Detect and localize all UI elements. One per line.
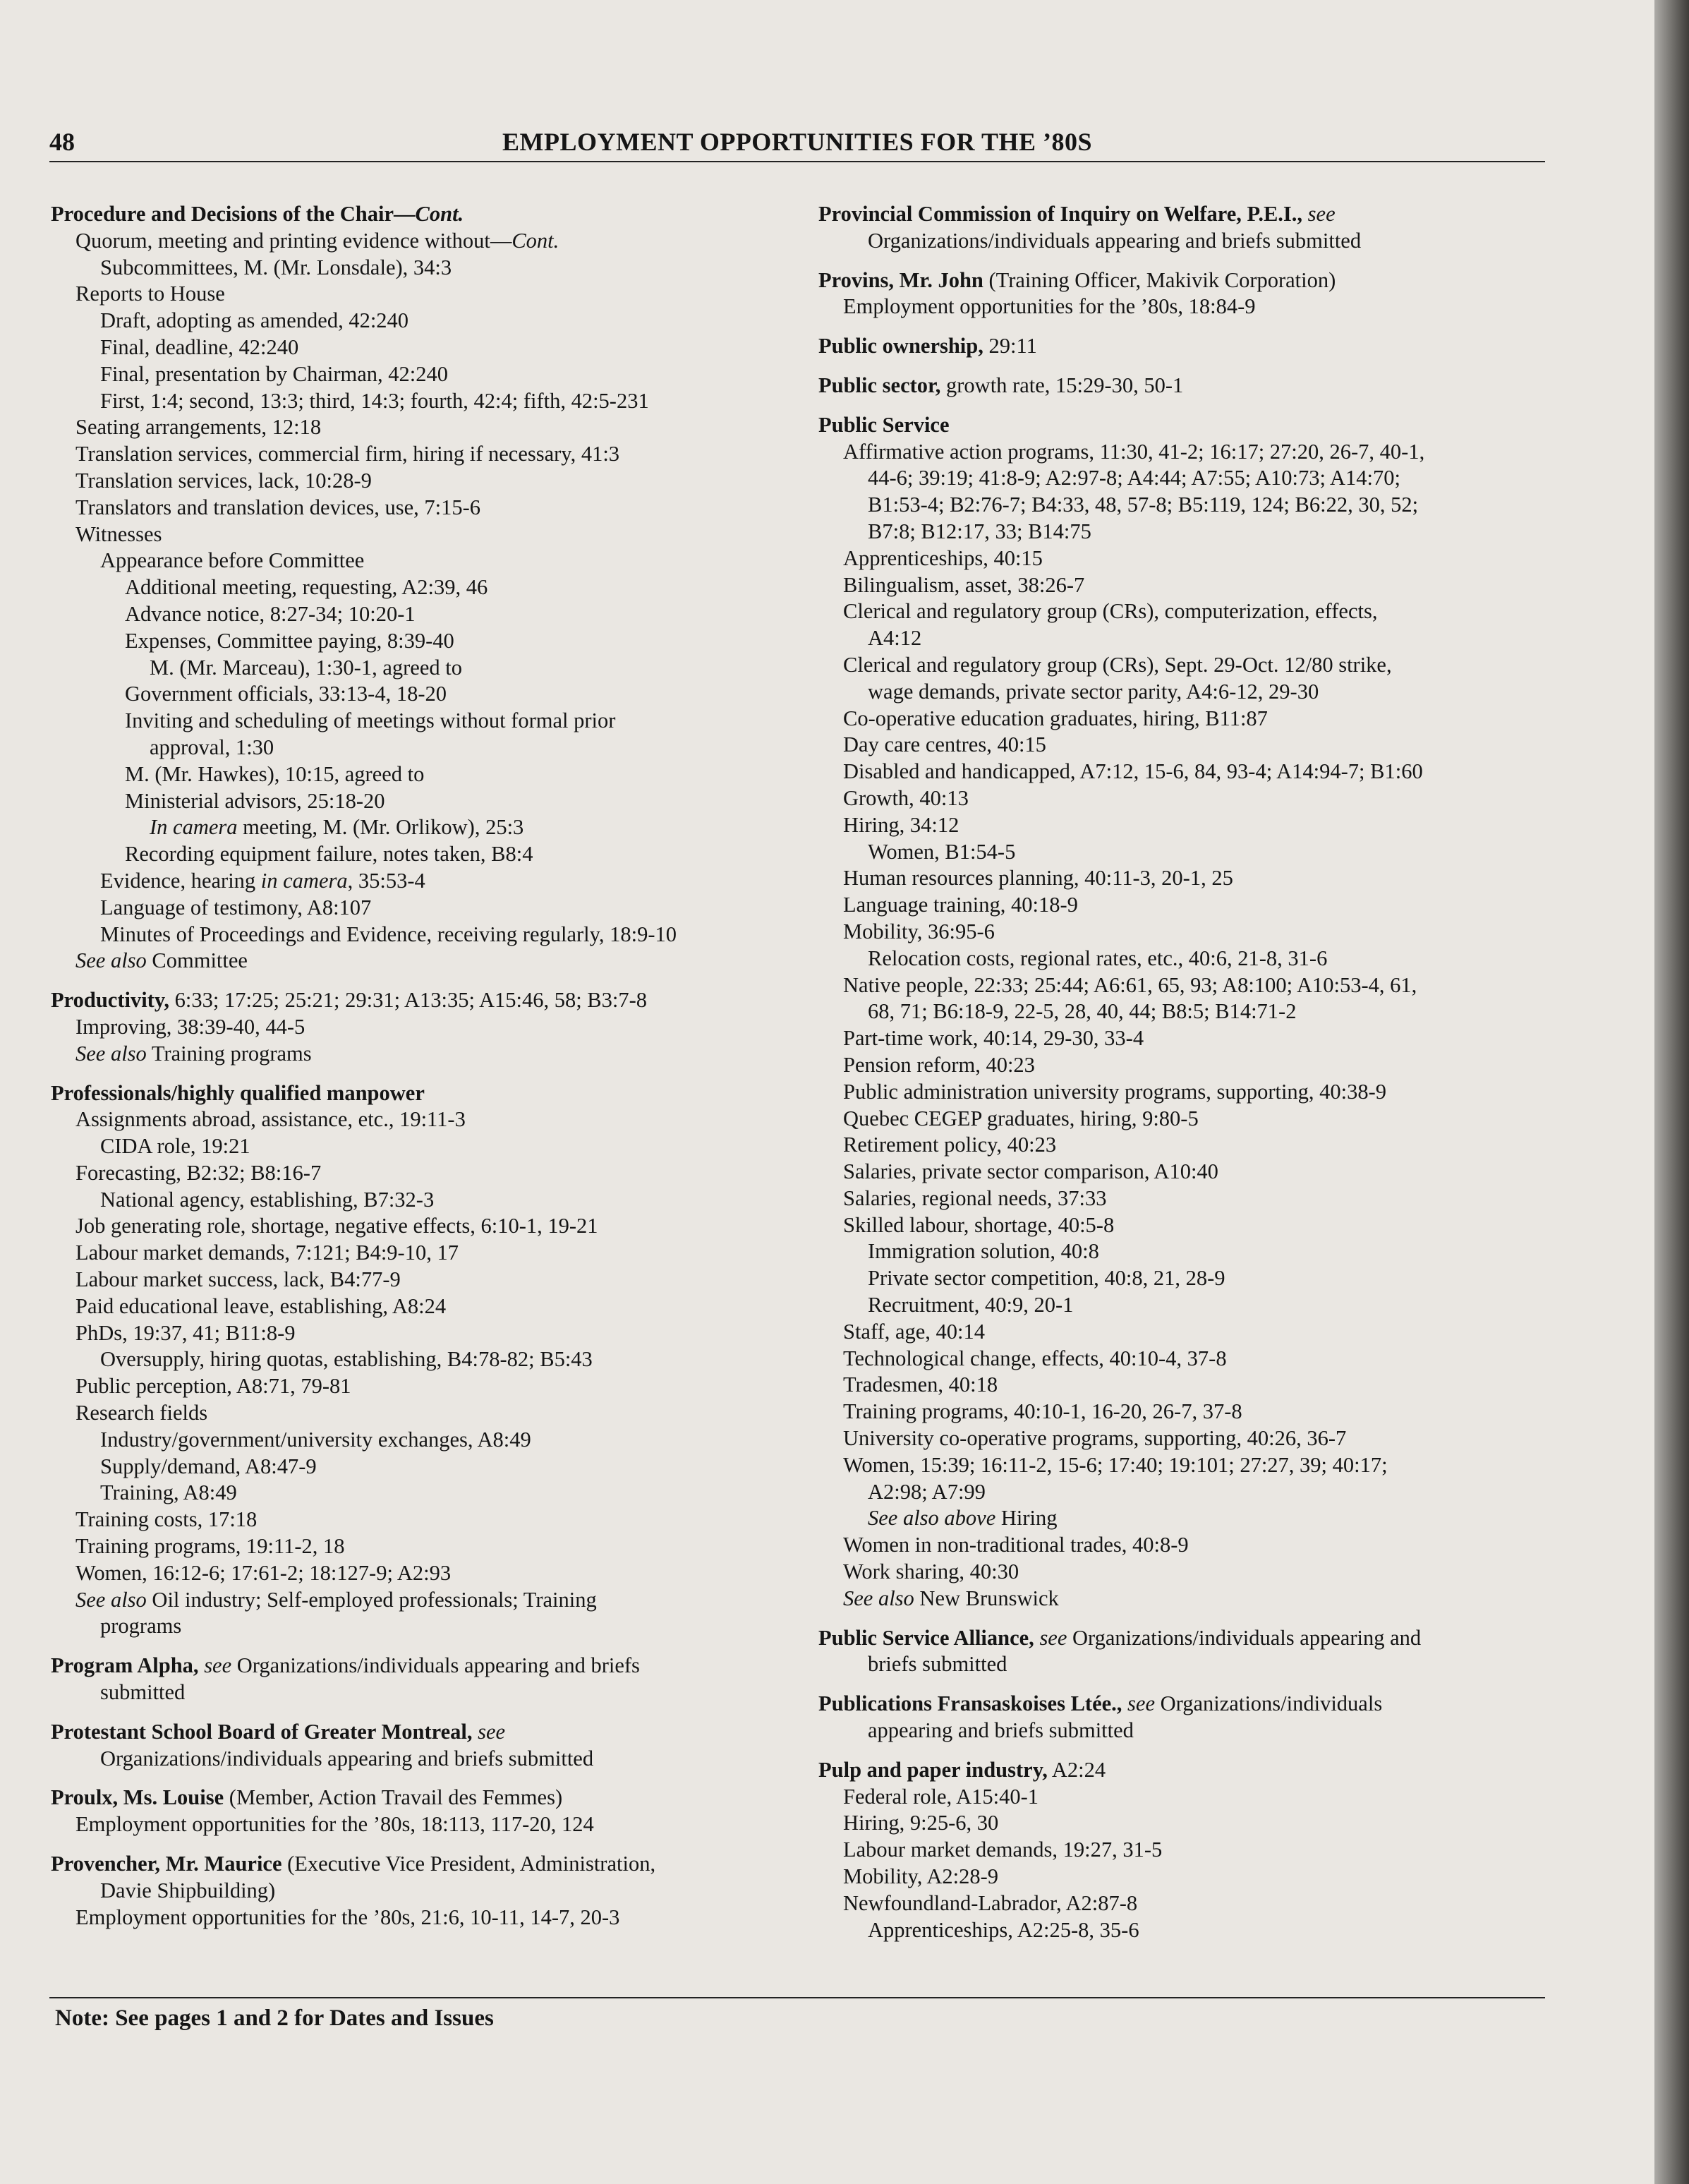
index-line: Organizations/individuals appearing and briefs submitted xyxy=(100,1746,594,1770)
index-line: Technological change, effects, 40:10-4, 37-8 xyxy=(843,1346,1227,1370)
cross-reference: See also above Hiring xyxy=(868,1506,1058,1531)
index-line: B1:53-4; B2:76-7; B4:33, 48, 57-8; B5:119, 124; B6:22, 30, 52; xyxy=(868,493,1419,517)
index-line: Publications Fransaskoises Ltée., see Organizations/individuals xyxy=(818,1691,1383,1716)
index-line: Mobility, A2:28-9 xyxy=(843,1864,999,1889)
index-line: wage demands, private sector parity, A4:6-12, 29-30 xyxy=(868,679,1319,704)
index-line: Work sharing, 40:30 xyxy=(843,1559,1019,1584)
headword: Provincial Commission of Inquiry on Welfare, P.E.I., xyxy=(818,202,1303,226)
index-line: CIDA role, 19:21 xyxy=(100,1134,250,1159)
index-line: Immigration solution, 40:8 xyxy=(868,1239,1099,1264)
index-entry-protestant-school-board xyxy=(51,1719,792,1773)
index-line: First, 1:4; second, 13:3; third, 14:3; fourth, 42:4; fifth, 42:5-231 xyxy=(100,388,649,413)
index-line: Advance notice, 8:27-34; 10:20-1 xyxy=(125,601,416,626)
index-line: Employment opportunities for the ’80s, 21:6, 10-11, 14-7, 20-3 xyxy=(75,1905,620,1929)
index-line xyxy=(51,201,792,228)
index-line: Salaries, regional needs, 37:33 xyxy=(843,1185,1107,1210)
index-line: Hiring, 9:25-6, 30 xyxy=(843,1811,999,1835)
index-line: Disabled and handicapped, A7:12, 15-6, 84, 93-4; A14:94-7; B1:60 xyxy=(843,759,1423,784)
index-line: Provencher, Mr. Maurice (Executive Vice President, Administration, xyxy=(51,1852,656,1876)
index-line: Part-time work, 40:14, 29-30, 33-4 xyxy=(843,1026,1144,1051)
headword: Pulp and paper industry, xyxy=(818,1757,1048,1782)
footer-divider xyxy=(49,1997,1545,1998)
index-line: Provincial Commission of Inquiry on Welfare, P.E.I., see xyxy=(818,202,1336,226)
index-line: Private sector competition, 40:8, 21, 28-9 xyxy=(868,1266,1225,1291)
index-line: Training programs, 40:10-1, 16-20, 26-7, 37-8 xyxy=(843,1399,1242,1424)
index-line: Final, deadline, 42:240 xyxy=(100,334,299,359)
index-entry-public-ownership xyxy=(818,333,1559,360)
index-line: Productivity, 6:33; 17:25; 25:21; 29:31; A13:35; A15:46, 58; B3:7-8 xyxy=(51,988,648,1013)
index-line: Recording equipment failure, notes taken, B8:4 xyxy=(125,842,533,867)
index-line: Public ownership, 29:11 xyxy=(818,334,1037,358)
index-line: Subcommittees, M. (Mr. Lonsdale), 34:3 xyxy=(100,255,452,279)
index-line: Industry/government/university exchanges, A8:49 xyxy=(100,1427,531,1452)
index-line: Hiring, 34:12 xyxy=(843,812,959,837)
index-line: Staff, age, 40:14 xyxy=(843,1319,986,1344)
index-line: Translation services, lack, 10:28-9 xyxy=(75,468,372,493)
index-entry-procedure-and-decisions xyxy=(51,201,792,975)
index-line: Expenses, Committee paying, 8:39-40 xyxy=(125,628,454,653)
index-line: Public administration university programs, supporting, 40:38-9 xyxy=(843,1079,1387,1104)
index-entry-public-service xyxy=(818,412,1559,1612)
index-line: Labour market demands, 19:27, 31-5 xyxy=(843,1838,1163,1862)
index-line: Paid educational leave, establishing, A8:24 xyxy=(75,1293,447,1318)
index-line: Forecasting, B2:32; B8:16-7 xyxy=(75,1160,322,1185)
index-line: Proulx, Ms. Louise (Member, Action Travail des Femmes) xyxy=(51,1785,563,1810)
index-line: Research fields xyxy=(75,1401,208,1425)
index-line: Inviting and scheduling of meetings without formal prior xyxy=(125,708,616,733)
index-line: Training programs, 19:11-2, 18 xyxy=(75,1534,345,1559)
index-line: Program Alpha, see Organizations/individuals appearing and briefs xyxy=(51,1653,640,1678)
headword: Provencher, Mr. Maurice xyxy=(51,1852,282,1876)
index-line: Reports to House xyxy=(75,282,225,306)
index-line: Women, 16:12-6; 17:61-2; 18:127-9; A2:93 xyxy=(75,1560,452,1585)
index-line: Organizations/individuals appearing and briefs submitted xyxy=(868,228,1362,253)
index-entry-productivity xyxy=(51,987,792,1067)
headword: Productivity, xyxy=(51,988,170,1013)
headword: Proulx, Ms. Louise xyxy=(51,1785,224,1810)
headword: Public Service Alliance, xyxy=(818,1625,1034,1650)
index-line: Assignments abroad, assistance, etc., 19:11-3 xyxy=(75,1107,466,1132)
index-line: Clerical and regulatory group (CRs), computerization, effects, xyxy=(843,599,1378,624)
index-line: Pension reform, 40:23 xyxy=(843,1052,1035,1077)
index-line: Recruitment, 40:9, 20-1 xyxy=(868,1293,1074,1317)
index-line: Skilled labour, shortage, 40:5-8 xyxy=(843,1212,1115,1237)
cross-reference: See also Committee xyxy=(75,948,248,973)
index-entry-pulp-and-paper xyxy=(818,1757,1559,1944)
index-entry-program-alpha xyxy=(51,1653,792,1706)
index-line: Public Service Alliance, see Organizations/individuals appearing and xyxy=(818,1625,1422,1650)
index-line: Women in non-traditional trades, 40:8-9 xyxy=(843,1533,1189,1557)
index-line: A4:12 xyxy=(868,626,922,651)
index-line: Employment opportunities for the ’80s, 18:84-9 xyxy=(843,294,1256,319)
headword: Public sector, xyxy=(818,373,941,397)
index-line: Co-operative education graduates, hiring, B11:87 xyxy=(843,706,1268,730)
index-line: Quorum, meeting and printing evidence without—Cont. xyxy=(75,228,559,253)
index-line: Language training, 40:18-9 xyxy=(843,893,1078,917)
index-line: Growth, 40:13 xyxy=(843,785,969,810)
index-line: Bilingualism, asset, 38:26-7 xyxy=(843,572,1085,597)
index-line: 44-6; 39:19; 41:8-9; A2:97-8; A4:44; A7:55; A10:73; A14:70; xyxy=(868,466,1400,490)
index-line: Government officials, 33:13-4, 18-20 xyxy=(125,682,447,706)
headword: Professionals/highly qualified manpower xyxy=(51,1080,425,1105)
index-column-right xyxy=(818,201,1559,1956)
index-entry-provins xyxy=(818,267,1559,321)
index-line: Public sector, growth rate, 15:29-30, 50-1 xyxy=(818,373,1184,397)
index-line: B7:8; B12:17, 33; B14:75 xyxy=(868,519,1091,543)
index-line: Language of testimony, A8:107 xyxy=(100,895,372,919)
index-line: M. (Mr. Hawkes), 10:15, agreed to xyxy=(125,761,425,786)
index-line: 68, 71; B6:18-9, 22-5, 28, 40, 44; B8:5; B14:71-2 xyxy=(868,999,1297,1024)
index-line: Final, presentation by Chairman, 42:240 xyxy=(100,361,449,386)
index-line: Provins, Mr. John (Training Officer, Makivik Corporation) xyxy=(818,267,1336,292)
index-line: Training costs, 17:18 xyxy=(75,1507,258,1532)
index-line: Job generating role, shortage, negative effects, 6:10-1, 19-21 xyxy=(75,1214,598,1238)
index-entry-public-sector xyxy=(818,373,1559,399)
index-line: Translation services, commercial firm, hiring if necessary, 41:3 xyxy=(75,442,620,466)
index-line: Training, A8:49 xyxy=(100,1480,237,1505)
index-line: Apprenticeships, 40:15 xyxy=(843,545,1043,570)
headword: Program Alpha, xyxy=(51,1653,199,1678)
footer-note: Note: See pages 1 and 2 for Dates and Issues xyxy=(55,2005,494,2031)
index-line: Pulp and paper industry, A2:24 xyxy=(818,1757,1106,1782)
index-line: Salaries, private sector comparison, A10:40 xyxy=(843,1159,1218,1184)
index-line: M. (Mr. Marceau), 1:30-1, agreed to xyxy=(150,655,462,680)
continued-mark: Cont. xyxy=(511,228,559,253)
index-line: Draft, adopting as amended, 42:240 xyxy=(100,308,409,333)
index-entry-proulx xyxy=(51,1785,792,1838)
index-line: Labour market demands, 7:121; B4:9-10, 17 xyxy=(75,1241,459,1265)
binding-edge-shadow xyxy=(1654,0,1689,2184)
index-line: Affirmative action programs, 11:30, 41-2; 16:17; 27:20, 26-7, 40-1, xyxy=(843,439,1425,464)
index-line: In camera meeting, M. (Mr. Orlikow), 25:3 xyxy=(150,815,524,840)
index-line: Relocation costs, regional rates, etc., 40:6, 21-8, 31-6 xyxy=(868,946,1328,970)
index-line: Labour market success, lack, B4:77-9 xyxy=(75,1267,401,1292)
running-title: EMPLOYMENT OPPORTUNITIES FOR THE ’80S xyxy=(502,128,1092,156)
headword: Public ownership, xyxy=(818,334,983,358)
index-line: programs xyxy=(100,1614,182,1639)
index-line: A2:98; A7:99 xyxy=(868,1479,986,1504)
index-line: Seating arrangements, 12:18 xyxy=(75,415,322,440)
cross-reference: See also Training programs xyxy=(75,1041,312,1066)
index-line: Protestant School Board of Greater Montreal, see xyxy=(51,1719,506,1744)
index-line: Women, 15:39; 16:11-2, 15-6; 17:40; 19:101; 27:27, 39; 40:17; xyxy=(843,1452,1388,1477)
index-line: appearing and briefs submitted xyxy=(868,1718,1134,1743)
index-line: Clerical and regulatory group (CRs), Sept. 29-Oct. 12/80 strike, xyxy=(843,652,1392,677)
index-line: PhDs, 19:37, 41; B11:8-9 xyxy=(75,1320,296,1345)
headword: Public Service xyxy=(818,412,950,437)
index-line: Witnesses xyxy=(75,521,162,546)
index-line: Appearance before Committee xyxy=(100,548,365,573)
headword: Procedure and Decisions of the Chair— xyxy=(51,202,416,226)
index-line: Employment opportunities for the ’80s, 18:113, 117-20, 124 xyxy=(75,1812,594,1837)
index-line: Ministerial advisors, 25:18-20 xyxy=(125,788,385,813)
index-entry-publications-fransaskoises xyxy=(818,1691,1559,1744)
index-line: submitted xyxy=(100,1680,186,1705)
cross-reference: See also New Brunswick xyxy=(843,1586,1059,1610)
index-line: Minutes of Proceedings and Evidence, receiving regularly, 18:9-10 xyxy=(100,922,677,946)
index-column-left xyxy=(51,201,792,1943)
index-line: Improving, 38:39-40, 44-5 xyxy=(75,1014,305,1039)
index-line: Davie Shipbuilding) xyxy=(100,1878,276,1902)
page-header xyxy=(49,127,1545,162)
index-line: Supply/demand, A8:47-9 xyxy=(100,1454,317,1478)
page-number: 48 xyxy=(49,128,75,156)
headword: Protestant School Board of Greater Montreal, xyxy=(51,1719,473,1744)
index-line: Public perception, A8:71, 79-81 xyxy=(75,1374,351,1399)
continued-mark: Cont. xyxy=(415,202,464,226)
index-line: Evidence, hearing in camera, 35:53-4 xyxy=(100,868,425,893)
index-line: Quebec CEGEP graduates, hiring, 9:80-5 xyxy=(843,1106,1199,1130)
index-line: Translators and translation devices, use, 7:15-6 xyxy=(75,495,481,519)
index-line: Day care centres, 40:15 xyxy=(843,732,1046,757)
index-line: Additional meeting, requesting, A2:39, 46 xyxy=(125,575,488,600)
index-line: Apprenticeships, A2:25-8, 35-6 xyxy=(868,1917,1139,1942)
index-line: Newfoundland-Labrador, A2:87-8 xyxy=(843,1890,1138,1915)
index-line: Women, B1:54-5 xyxy=(868,839,1016,864)
headword: Publications Fransaskoises Ltée., xyxy=(818,1691,1122,1716)
index-line: University co-operative programs, supporting, 40:26, 36-7 xyxy=(843,1426,1347,1451)
index-entry-public-service-alliance xyxy=(818,1625,1559,1679)
index-line: approval, 1:30 xyxy=(150,735,274,759)
index-line: Native people, 22:33; 25:44; A6:61, 65, 93; A8:100; A10:53-4, 61, xyxy=(843,972,1417,997)
cross-reference: See also Oil industry; Self-employed professionals; Training xyxy=(75,1587,597,1612)
index-line: briefs submitted xyxy=(868,1652,1007,1677)
index-line: Tradesmen, 40:18 xyxy=(843,1372,998,1397)
index-line: Mobility, 36:95-6 xyxy=(843,919,995,943)
index-entry-professionals xyxy=(51,1080,792,1641)
index-line: Federal role, A15:40-1 xyxy=(843,1784,1039,1809)
index-line: Human resources planning, 40:11-3, 20-1, 25 xyxy=(843,866,1233,891)
index-line: National agency, establishing, B7:32-3 xyxy=(100,1187,435,1212)
index-line: Oversupply, hiring quotas, establishing, B4:78-82; B5:43 xyxy=(100,1347,593,1372)
index-line: Retirement policy, 40:23 xyxy=(843,1133,1057,1157)
index-entry-provincial-commission xyxy=(818,201,1559,255)
headword: Provins, Mr. John xyxy=(818,267,983,292)
index-entry-provencher xyxy=(51,1851,792,1931)
